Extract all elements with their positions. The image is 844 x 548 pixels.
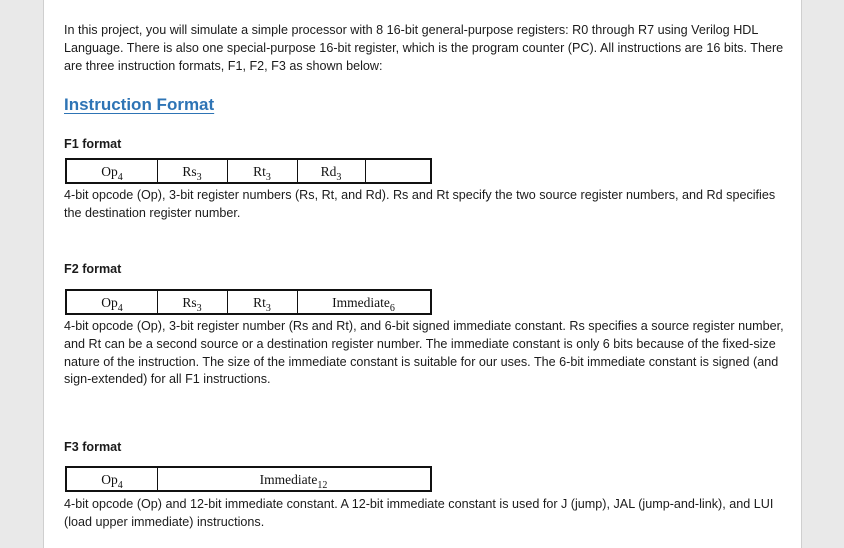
- f1-description: 4-bit opcode (Op), 3-bit register numbers (Rs, Rt, and Rd). Rs and Rt specify the two source register numbers, and Rd specifies the destination register number.: [64, 188, 776, 220]
- section-heading: Instruction Format: [64, 95, 215, 114]
- f1-field-rs: Rs $^3$: [182, 164, 202, 183]
- f2-field-op: Op $^4$: [101, 295, 123, 314]
- f1-field-rt: Rt $^3$: [253, 164, 271, 183]
- intro-paragraph: In this project, you will simulate a simple processor with 8 16-bit general-purpose registers: R0 through R7 using Verilog HDL Language. There is also one special-purpose 16-bit register, which is the program counter (PC). All instructions are 16 bits. There are three instruction formats, F1, F2, F3 as shown below:: [64, 23, 784, 73]
- f3-field-immediate: Immediate $^{12}$: [259, 472, 328, 491]
- f3-format-diagram: [65, 466, 432, 492]
- f2-field-rs: Rs $^3$: [182, 295, 202, 314]
- f1-field-op: Op $^4$: [101, 164, 123, 183]
- f2-field-rt: Rt $^3$: [253, 295, 271, 314]
- f3-description: 4-bit opcode (Op) and 12-bit immediate constant. A 12-bit immediate constant is used for J (jump), JAL (jump-and-link), and LUI (load upper immediate) instructions.: [64, 497, 774, 529]
- document-page: [43, 0, 802, 548]
- f1-field-unused: [365, 160, 430, 182]
- f2-format-label: F2 format: [64, 262, 122, 276]
- f3-format-label: F3 format: [64, 440, 122, 454]
- f2-description: 4-bit opcode (Op), 3-bit register number (Rs and Rt), and 6-bit signed immediate constant. Rs specifies a source register number, and Rt can be a second source or a destination register number. The immediate constant is only 6 bits because of the fixed-size nature of the instruction. The size of the immediate constant is suitable for our uses. The 6-bit immediate constant is signed (and sign-extended) for all F1 instructions.: [64, 319, 784, 387]
- f2-format-diagram: [65, 289, 432, 315]
- f2-field-immediate: Immediate $^6$: [332, 295, 395, 314]
- f1-format-diagram: [65, 158, 432, 184]
- f1-format-label: F1 format: [64, 137, 122, 151]
- f1-field-rd: Rd $^3$: [320, 164, 342, 183]
- f3-field-op: Op $^4$: [101, 472, 123, 491]
